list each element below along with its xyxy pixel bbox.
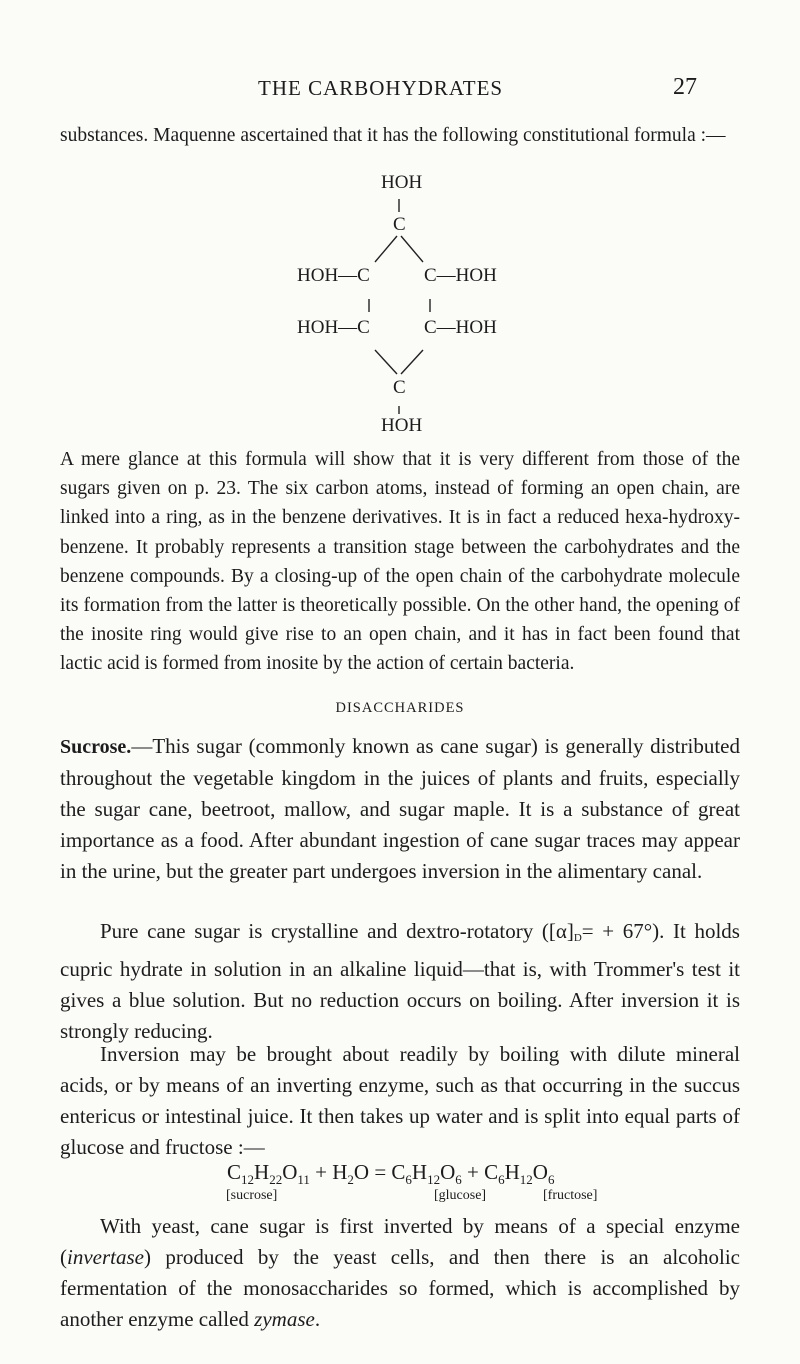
formula-bottom-group: HOH [381, 415, 423, 436]
pure-text-after: = + 67°). It holds cupric hydrate in solution in an alkaline liquid—that is, with Trommer's test it gives a blue solution. But no reduction occurs on boiling. After inversion it is strongly reducing. [60, 919, 740, 1043]
formula-top-group: HOH [381, 172, 423, 193]
inversion-paragraph: Inversion may be brought about readily by boiling with dilute mineral acids, or by means of an inverting enzyme, such as that occurring in the succus entericus or intestinal juice. It then takes up water and is split into equal parts of glucose and fructose :— [60, 1042, 740, 1159]
equation-line: $C_{12}H_{22}O_{11} + H_2O = C_6H_{12}O_6 + C_6H_{12}O_6$ [227, 1160, 555, 1188]
formula-bonds [200, 172, 600, 442]
intro-paragraph: substances. Maquenne ascertained that it has the following constitutional formula :— [60, 125, 726, 146]
bond-lower-right-diagonal [401, 350, 423, 374]
inosite-formula [200, 172, 600, 442]
page-number: 27 [673, 74, 697, 100]
formula-upper-left: HOH—C [297, 265, 370, 286]
fructose-label: [fructose] [543, 1188, 598, 1203]
sucrose-lead: Sucrose. [60, 736, 132, 758]
formula-lower-right: C—HOH [424, 317, 497, 338]
glucose-label: [glucose] [434, 1188, 487, 1203]
yeast-paragraph [60, 1211, 740, 1335]
formula-top-carbon: C [393, 214, 406, 235]
bond-upper-left-diagonal [375, 236, 397, 262]
enzyme-zymase: zymase [254, 1307, 315, 1331]
formula-bottom-carbon: C [393, 377, 406, 398]
section-heading: DISACCHARIDES [335, 700, 465, 716]
sucrose-label: [sucrose] [226, 1188, 278, 1203]
bond-upper-right-diagonal [401, 236, 423, 262]
pure-sugar-paragraph [60, 916, 740, 1047]
formula-upper-right: C—HOH [424, 265, 497, 286]
glance-paragraph: A mere glance at this formula will show that it is very different from those of the sugars given on p. 23. The six carbon atoms, instead of forming an open chain, are linked into a ring, as in the benzene derivatives. It is in fact a reduced hexa-hydroxy-benzene. It probably represents a transition stage between the carbohydrates and the benzene compounds. By a closing-up of the open chain of the carbohydrate molecule its formation from the latter is theoretically possible. On the other hand, the opening of the inosite ring would give rise to an open chain, and it has in fact been found that lactic acid is formed from inosite by the action of certain bacteria. [60, 449, 740, 675]
inversion-equation [0, 1160, 800, 1212]
rotation-subscript: D [573, 932, 582, 944]
yeast-text-end: . [314, 1307, 321, 1331]
pure-text-before: Pure cane sugar is crystalline and dextro-rotatory ([α] [100, 919, 574, 943]
bond-lower-left-diagonal [375, 350, 397, 374]
formula-lower-left: HOH—C [297, 317, 370, 338]
enzyme-invertase: invertase [67, 1245, 144, 1269]
yeast-text-middle: ) produced by the yeast cells, and then there is an alcoholic fermentation of the monosaccharides so formed, which is accomplished by another enzyme called [60, 1245, 740, 1331]
yeast-text-before: With yeast, cane sugar is first inverted by means of a special enzyme ( [60, 1214, 740, 1269]
running-title: THE CARBOHYDRATES [258, 76, 504, 100]
sucrose-text: —This sugar (commonly known as cane sugar) is generally distributed throughout the vegetable kingdom in the juices of plants and fruits, especially the sugar cane, beetroot, mallow, and sugar maple. It is a substance of great importance as a food. After abundant ingestion of cane sugar traces may appear in the urine, but the greater part undergoes inversion in the alimentary canal. [60, 734, 740, 883]
page-header [0, 76, 800, 106]
sucrose-paragraph [60, 731, 740, 887]
